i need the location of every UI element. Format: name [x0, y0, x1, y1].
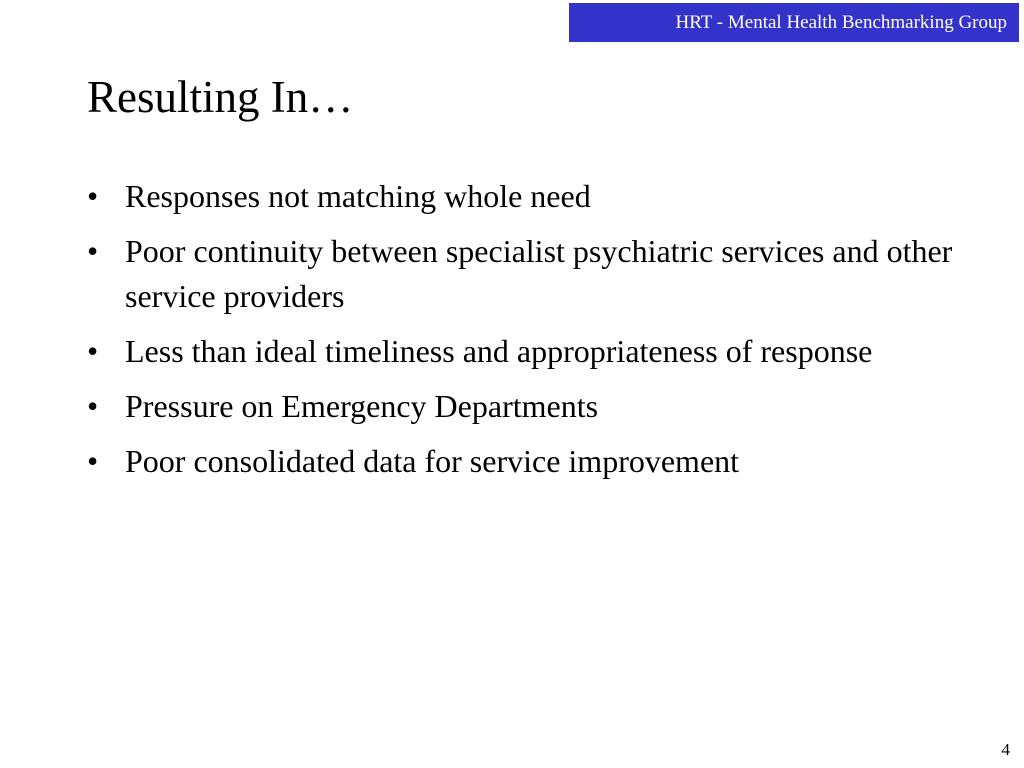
bullet-list [87, 174, 967, 494]
bullet-icon: • [87, 443, 99, 479]
bullet-icon: • [87, 178, 99, 214]
bullet-item [87, 439, 967, 484]
bullet-item [87, 329, 967, 374]
bullet-text: Pressure on Emergency Departments [125, 388, 599, 424]
header-banner-text: HRT - Mental Health Benchmarking Group [675, 11, 1007, 33]
bullet-item [87, 174, 967, 219]
page-number: 4 [1001, 740, 1010, 759]
header-banner [569, 3, 1019, 42]
bullet-text: Less than ideal timeliness and appropriateness of response [125, 333, 873, 369]
slide-title: Resulting In… [87, 72, 354, 122]
bullet-icon: • [87, 333, 99, 369]
bullet-item [87, 384, 967, 429]
bullet-icon: • [87, 233, 99, 269]
bullet-text: Responses not matching whole need [125, 178, 591, 214]
bullet-text: Poor continuity between specialist psychiatric services and other service providers [125, 233, 953, 314]
bullet-text: Poor consolidated data for service improvement [125, 443, 740, 479]
bullet-item [87, 229, 967, 319]
bullet-icon: • [87, 388, 99, 424]
